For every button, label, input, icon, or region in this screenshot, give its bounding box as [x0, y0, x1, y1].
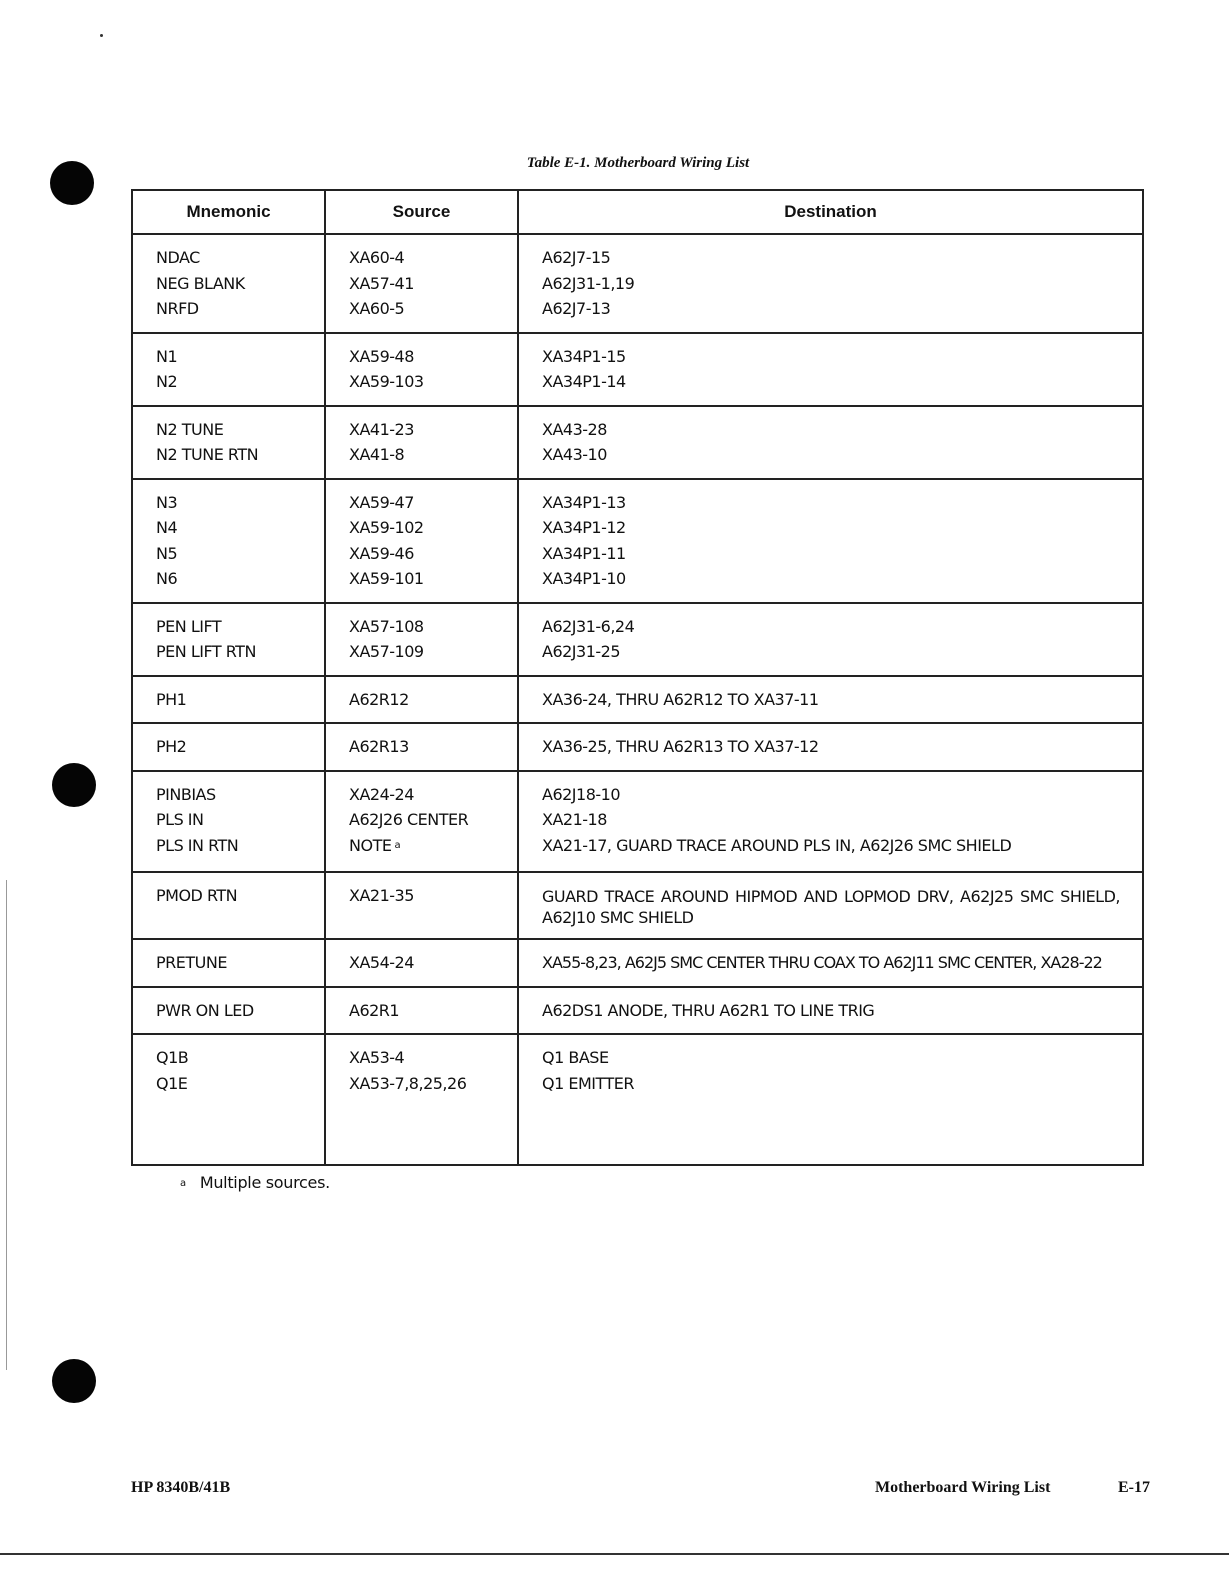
mnemonic-value: PWR ON LED [156, 1000, 254, 1020]
destination-value: XA34P1-10 [542, 569, 626, 588]
source-value: XA60-4 [349, 248, 405, 267]
footnote-text: Multiple sources. [199, 1173, 330, 1192]
table-title: Table E-1. Motherboard Wiring List [526, 155, 750, 171]
destination-value: XA34P1-14 [542, 372, 626, 391]
mnemonic-cell [132, 479, 325, 603]
source-value: XA41-8 [349, 445, 405, 464]
source-value: XA59-46 [349, 543, 414, 563]
destination-value: GUARD TRACE AROUND HIPMOD AND LOPMOD DRV, A62J25 SMC SHIELD, A62J10 SMC SHIELD [542, 887, 1120, 927]
footer-section-title: Motherboard Wiring List [875, 1479, 1051, 1496]
destination-cell [518, 723, 1143, 771]
source-value: XA57-41 [349, 273, 414, 293]
mnemonic-value: NEG BLANK [156, 273, 245, 293]
mnemonic-value: N1 [156, 346, 178, 366]
destination-cell [518, 872, 1143, 939]
destination-value: Q1 EMITTER [542, 1073, 634, 1093]
source-cell [325, 723, 518, 771]
destination-value: A62J18-10 [542, 784, 621, 804]
source-value: XA59-101 [349, 569, 424, 588]
table-body [132, 234, 1143, 1165]
mnemonic-value: N5 [156, 543, 178, 563]
mnemonic-value: PH1 [156, 689, 187, 709]
destination-value: XA43-28 [542, 419, 607, 439]
source-value: XA60-5 [349, 299, 405, 318]
mnemonic-cell [132, 723, 325, 771]
footnote [180, 1173, 330, 1192]
source-value: XA53-4 [349, 1048, 405, 1067]
mnemonic-cell [132, 406, 325, 479]
mnemonic-value: PRETUNE [156, 953, 227, 972]
source-value: XA57-108 [349, 616, 424, 636]
destination-value: XA34P1-15 [542, 346, 626, 366]
header-destination: Destination [518, 190, 1143, 234]
table-row [132, 333, 1143, 406]
destination-value: A62J7-15 [542, 248, 611, 267]
destination-value: A62DS1 ANODE, THRU A62R1 TO LINE TRIG [542, 1000, 875, 1020]
mnemonic-cell [132, 872, 325, 939]
mnemonic-value: N2 TUNE [156, 419, 224, 439]
mnemonic-value: NRFD [156, 299, 199, 318]
source-value: XA59-102 [349, 518, 424, 537]
source-value-with-note [349, 833, 495, 862]
source-value: XA59-48 [349, 346, 414, 366]
table-row [132, 987, 1143, 1035]
table-row [132, 872, 1143, 939]
bottom-rule [0, 1553, 1229, 1555]
header-source: Source [325, 190, 518, 234]
mnemonic-value: PEN LIFT [156, 616, 222, 636]
mnemonic-value: N4 [156, 518, 178, 537]
mnemonic-cell [132, 333, 325, 406]
mnemonic-value: PH2 [156, 737, 187, 756]
source-cell [325, 1034, 518, 1165]
footnote-mark: a [180, 1178, 186, 1189]
mnemonic-value: PINBIAS [156, 784, 216, 804]
source-value: XA59-47 [349, 492, 414, 512]
table-row [132, 676, 1143, 724]
source-cell [325, 872, 518, 939]
punch-hole-bottom [52, 1359, 96, 1403]
destination-cell [518, 939, 1143, 987]
mnemonic-cell [132, 1034, 325, 1165]
destination-value: A62J7-13 [542, 299, 611, 318]
source-cell [325, 333, 518, 406]
mnemonic-value: PLS IN [156, 810, 204, 829]
destination-cell [518, 676, 1143, 724]
source-cell [325, 603, 518, 676]
dust-speck [100, 34, 103, 37]
source-value: A62J26 CENTER [349, 810, 469, 829]
mnemonic-value: N6 [156, 569, 178, 588]
mnemonic-value: PMOD RTN [156, 886, 238, 905]
destination-value: Q1 BASE [542, 1048, 609, 1067]
wiring-table [131, 189, 1144, 1166]
destination-value: XA36-24, THRU A62R12 TO XA37-11 [542, 689, 819, 709]
source-value: XA41-23 [349, 419, 414, 439]
source-value: XA21-35 [349, 886, 414, 905]
source-value: XA24-24 [349, 784, 414, 804]
mnemonic-value: N3 [156, 492, 178, 512]
destination-value: XA36-25, THRU A62R13 TO XA37-12 [542, 737, 819, 756]
source-value: XA54-24 [349, 953, 414, 972]
table-row [132, 234, 1143, 333]
source-cell [325, 987, 518, 1035]
punch-hole-middle [52, 763, 96, 807]
footer-model: HP 8340B/41B [131, 1479, 231, 1496]
destination-value: XA34P1-12 [542, 518, 626, 537]
mnemonic-value: Q1B [156, 1048, 189, 1067]
header-mnemonic: Mnemonic [132, 190, 325, 234]
destination-cell [518, 333, 1143, 406]
destination-cell [518, 234, 1143, 333]
table-row [132, 479, 1143, 603]
destination-value: XA43-10 [542, 445, 607, 464]
source-cell [325, 406, 518, 479]
source-value: A62R1 [349, 1000, 400, 1020]
source-value: XA59-103 [349, 372, 424, 391]
mnemonic-value: N2 [156, 372, 178, 391]
mnemonic-value: N2 TUNE RTN [156, 445, 259, 464]
destination-cell [518, 603, 1143, 676]
source-cell [325, 676, 518, 724]
destination-cell [518, 771, 1143, 873]
destination-value: A62J31-1,19 [542, 273, 635, 293]
mnemonic-cell [132, 676, 325, 724]
footnote-marker: a [394, 839, 401, 851]
table-header-row [132, 190, 1143, 234]
source-value: XA53-7,8,25,26 [349, 1073, 467, 1093]
source-value: NOTE [349, 835, 392, 855]
destination-value: XA34P1-13 [542, 492, 626, 512]
source-value: A62R12 [349, 689, 409, 709]
destination-cell [518, 987, 1143, 1035]
footer-page-number: E-17 [1118, 1479, 1150, 1496]
destination-cell [518, 1034, 1143, 1165]
destination-value: A62J31-6,24 [542, 616, 635, 636]
mnemonic-value: PEN LIFT RTN [156, 642, 256, 661]
mnemonic-cell [132, 939, 325, 987]
source-cell [325, 939, 518, 987]
mnemonic-cell [132, 234, 325, 333]
destination-cell [518, 479, 1143, 603]
mnemonic-cell [132, 771, 325, 873]
source-cell [325, 234, 518, 333]
destination-value: XA34P1-11 [542, 543, 626, 563]
table-row [132, 939, 1143, 987]
destination-value: XA55-8,23, A62J5 SMC CENTER THRU COAX TO A62J11 SMC CENTER, XA28-22 [542, 953, 1102, 972]
mnemonic-cell [132, 603, 325, 676]
destination-value: XA21-18 [542, 810, 607, 829]
mnemonic-cell [132, 987, 325, 1035]
mnemonic-value: Q1E [156, 1073, 188, 1093]
table-row [132, 406, 1143, 479]
source-cell [325, 479, 518, 603]
source-value: XA57-109 [349, 642, 424, 661]
table-row [132, 603, 1143, 676]
mnemonic-value: PLS IN RTN [156, 835, 239, 855]
source-value: A62R13 [349, 737, 409, 756]
table-row [132, 723, 1143, 771]
scan-edge-line [6, 880, 7, 1370]
destination-cell [518, 406, 1143, 479]
mnemonic-value: NDAC [156, 248, 200, 267]
destination-value: XA21-17, GUARD TRACE AROUND PLS IN, A62J26 SMC SHIELD [542, 835, 1012, 855]
table-row [132, 771, 1143, 873]
destination-value: A62J31-25 [542, 642, 621, 661]
table-row [132, 1034, 1143, 1165]
source-cell [325, 771, 518, 873]
